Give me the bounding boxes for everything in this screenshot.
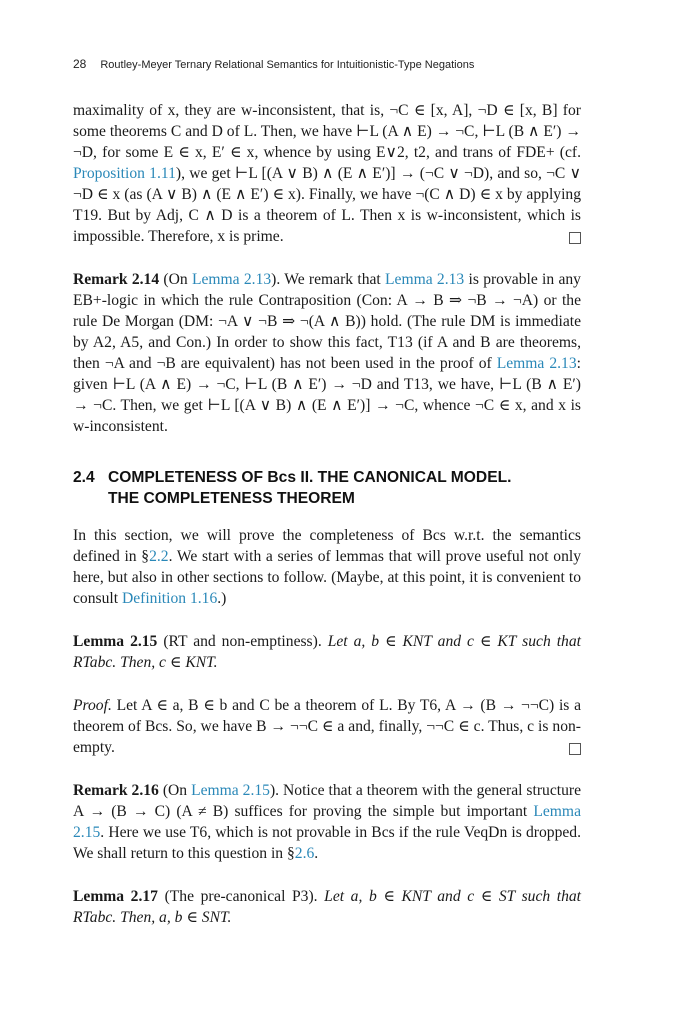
proof-lemma-2-15: [73, 695, 581, 758]
lemma-statement: Let a, b ∈ KNT and c ∈ ST such that RTabc. Then, a, b ∈ SNT.: [73, 888, 582, 926]
intro-text: In this section, we will prove the completeness of Bcs w.r.t. the semantics defined in §: [73, 527, 581, 565]
link-lemma-2-13[interactable]: Lemma 2.13: [191, 271, 272, 288]
proof-text-part1: maximality of x, they are w-inconsistent, that is, ¬C ∈ [x, A], ¬D ∈ [x, B] for some theorems C and D of L. Then, we have ⊢L (A ∧ E) → ¬C, ⊢L (B ∧ E′) → ¬D, for some E ∈ x, E′ ∈ x, whence by using E∨2, t2, and trans of FDE+ (cf.: [73, 102, 581, 161]
running-header: [73, 57, 474, 71]
remark-text: .: [314, 845, 319, 862]
remark-text: (On: [162, 782, 188, 799]
link-proposition-1-11[interactable]: Proposition 1.11: [73, 165, 176, 182]
link-lemma-2-15[interactable]: Lemma 2.15: [73, 803, 581, 841]
section-title-line2: THE COMPLETENESS THEOREM: [108, 490, 355, 507]
lemma-heading: (The pre-canonical P3).: [164, 888, 318, 905]
qed-box-icon: [569, 743, 581, 755]
lemma-statement: Let a, b ∈ KNT and c ∈ KT such that RTabc. Then, c ∈ KNT.: [73, 633, 581, 671]
remark-text: (On: [163, 271, 188, 288]
link-lemma-2-13[interactable]: Lemma 2.13: [496, 355, 577, 372]
running-title: Routley-Meyer Ternary Relational Semantics for Intuitionistic-Type Negations: [100, 59, 475, 71]
proof-label: Proof.: [73, 697, 112, 714]
intro-text: .): [217, 590, 227, 607]
remark-text: ). We remark that: [271, 271, 381, 288]
remark-text: is provable in any EB+-logic in which the rule Contraposition (Con: A → B ⇒ ¬B → ¬A) or the rule De Morgan (DM: ¬A ∨ ¬B ⇒ ¬(A ∧ B)) hold. (The rule DM is immediate by A2, A5, and Con.) In order to show this fact, T13 (if A and B are theorems, then ¬A and ¬B are equivalent) has not been used in the proof of: [73, 271, 581, 372]
page-body: [73, 100, 581, 928]
remark-2-14-label: Remark 2.14: [73, 271, 160, 288]
remark-text: ). Notice that a theorem with the general structure A → (B → C) (A ≠ B) suffices for proving the simple but important: [73, 782, 581, 820]
remark-text: . Here we use T6, which is not provable in Bcs if the rule VeqDn is dropped. We shall return to this question in §: [73, 824, 581, 862]
section-heading: [73, 467, 581, 509]
remark-2-16-label: Remark 2.16: [73, 782, 159, 799]
link-definition-1-16[interactable]: Definition 1.16: [121, 590, 218, 607]
lemma-2-17: [73, 886, 581, 928]
intro-text: . We start with a series of lemmas that will prove useful not only here, but also in other sections to follow. (Maybe, at this point, it is convenient to consult: [73, 548, 581, 607]
lemma-2-17-label: Lemma 2.17: [73, 888, 158, 905]
proof-body: Let A ∈ a, B ∈ b and C be a theorem of L. By T6, A → (B → ¬¬C) is a theorem of Bcs. So, we have B → ¬¬C ∈ a and, finally, ¬¬C ∈ c. Thus, c is non-empty.: [73, 697, 581, 756]
remark-2-14: [73, 269, 581, 437]
link-section-2-6[interactable]: 2.6: [294, 845, 315, 862]
section-intro: [73, 525, 581, 609]
lemma-2-15: [73, 631, 581, 673]
lemma-heading: (RT and non-emptiness).: [163, 633, 322, 650]
remark-2-16: [73, 780, 581, 864]
link-lemma-2-15[interactable]: Lemma 2.15: [191, 782, 270, 799]
page-number: 28: [73, 57, 87, 71]
paragraph-proof-end: [73, 100, 581, 247]
lemma-2-15-label: Lemma 2.15: [73, 633, 158, 650]
link-section-2-2[interactable]: 2.2: [149, 548, 169, 565]
section-title-line1: COMPLETENESS OF Bcs II. THE CANONICAL MODEL.: [108, 469, 512, 486]
section-number: 2.4: [73, 469, 95, 486]
remark-text: : given ⊢L (A ∧ E) → ¬C, ⊢L (B ∧ E′) → ¬D and T13, we have, ⊢L (B ∧ E′) → ¬C. Then, we get ⊢L [(A ∨ B) ∧ (E ∧ E′)] → ¬C, whence ¬C ∈ x, and x is w-inconsistent.: [73, 355, 581, 435]
link-lemma-2-13[interactable]: Lemma 2.13: [385, 271, 465, 288]
proof-text-part2: ), we get ⊢L [(A ∨ B) ∧ (E ∧ E′)] → (¬C ∨ ¬D), and so, ¬C ∨ ¬D ∈ x (as (A ∨ B) ∧ (E ∧ E′) ∈ x). Finally, we have ¬(C ∧ D) ∈ x by applying T19. But by Adj, C ∧ D is a theorem of L. Then x is w-inconsistent, which is impossible. Therefore, x is prime.: [73, 165, 581, 245]
qed-box-icon: [569, 232, 581, 244]
